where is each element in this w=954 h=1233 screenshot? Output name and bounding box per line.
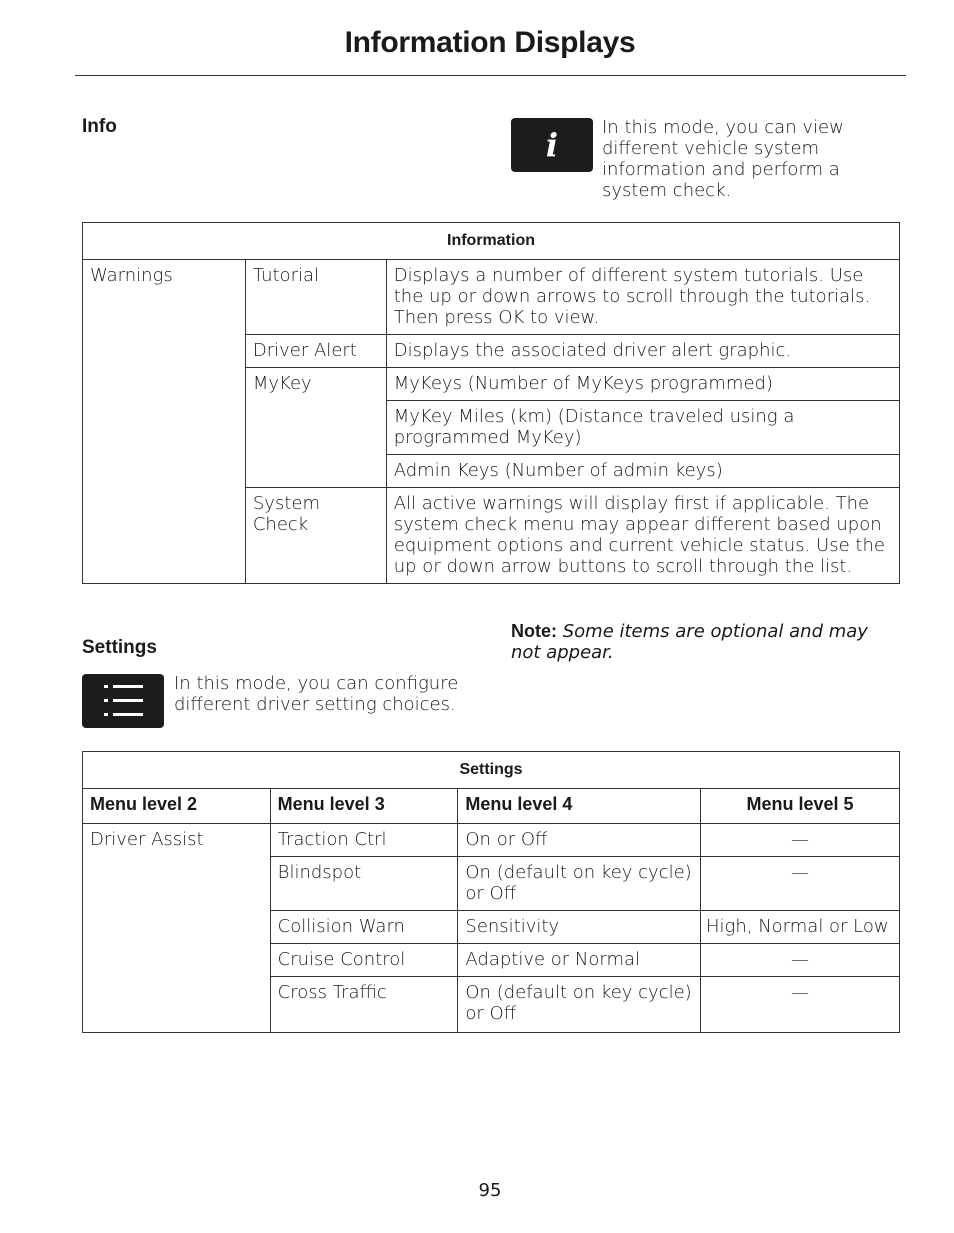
title-divider	[75, 75, 906, 76]
table-cell-desc: MyKeys (Number of MyKeys programmed)	[386, 368, 899, 401]
table-group-cell: Driver Assist	[83, 824, 271, 1033]
information-table	[82, 222, 900, 584]
column-header: Menu level 4	[458, 789, 701, 824]
table-cell-item: Tutorial	[245, 260, 386, 335]
page-number: 95	[478, 1180, 502, 1201]
settings-heading: Settings	[82, 637, 157, 658]
table-cell: Sensitivity	[458, 911, 701, 944]
table-cell: —	[701, 977, 900, 1033]
table-header-row	[83, 789, 900, 824]
page-title: Information Displays	[344, 26, 636, 59]
table-group-cell: Warnings	[83, 260, 246, 584]
settings-table	[82, 751, 900, 1033]
table-cell: On (default on key cycle) or Off	[458, 857, 701, 911]
table-row	[83, 824, 900, 857]
table-cell: On or Off	[458, 824, 701, 857]
table-cell: Cross Traffic	[270, 977, 458, 1033]
table-cell-desc: MyKey Miles (km) (Distance traveled using a programmed MyKey)	[386, 401, 899, 455]
table-cell: On (default on key cycle) or Off	[458, 977, 701, 1033]
table-cell: —	[701, 857, 900, 911]
table-cell: High, Normal or Low	[701, 911, 900, 944]
note-label: Note:	[511, 621, 557, 641]
settings-description: In this mode, you can configure different driver setting choices.	[174, 673, 459, 715]
info-description	[511, 117, 871, 201]
info-description-line1: In this mode, you can view	[602, 117, 844, 138]
table-cell-desc: Displays the associated driver alert graphic.	[386, 335, 899, 368]
table-cell: Cruise Control	[270, 944, 458, 977]
table-cell-item: Driver Alert	[245, 335, 386, 368]
column-header: Menu level 5	[701, 789, 900, 824]
column-header: Menu level 2	[83, 789, 271, 824]
table-cell: Adaptive or Normal	[458, 944, 701, 977]
note	[511, 621, 901, 663]
info-icon: i	[511, 118, 593, 172]
table-row	[83, 260, 900, 335]
table-cell: Traction Ctrl	[270, 824, 458, 857]
table-cell: Blindspot	[270, 857, 458, 911]
table-cell: Collision Warn	[270, 911, 458, 944]
info-description-rest: different vehicle system information and perform a system check.	[602, 138, 840, 201]
table-cell-item: MyKey	[245, 368, 386, 488]
information-table-caption: Information	[83, 223, 900, 260]
table-cell: —	[701, 944, 900, 977]
table-cell-desc: Admin Keys (Number of admin keys)	[386, 455, 899, 488]
table-cell-desc: All active warnings will display first if applicable. The system check menu may appear different based upon equipment options and current vehicle status. Use the up or down arrow buttons to scroll through the list.	[386, 488, 899, 584]
table-cell-item: System Check	[245, 488, 386, 584]
column-header: Menu level 3	[270, 789, 458, 824]
table-cell: —	[701, 824, 900, 857]
note-text: Some items are optional and may not appear.	[511, 621, 868, 663]
info-heading: Info	[82, 116, 117, 137]
list-icon	[82, 674, 164, 728]
settings-table-caption: Settings	[83, 752, 900, 789]
table-cell-desc: Displays a number of different system tutorials. Use the up or down arrows to scroll through the tutorials. Then press OK to view.	[386, 260, 899, 335]
